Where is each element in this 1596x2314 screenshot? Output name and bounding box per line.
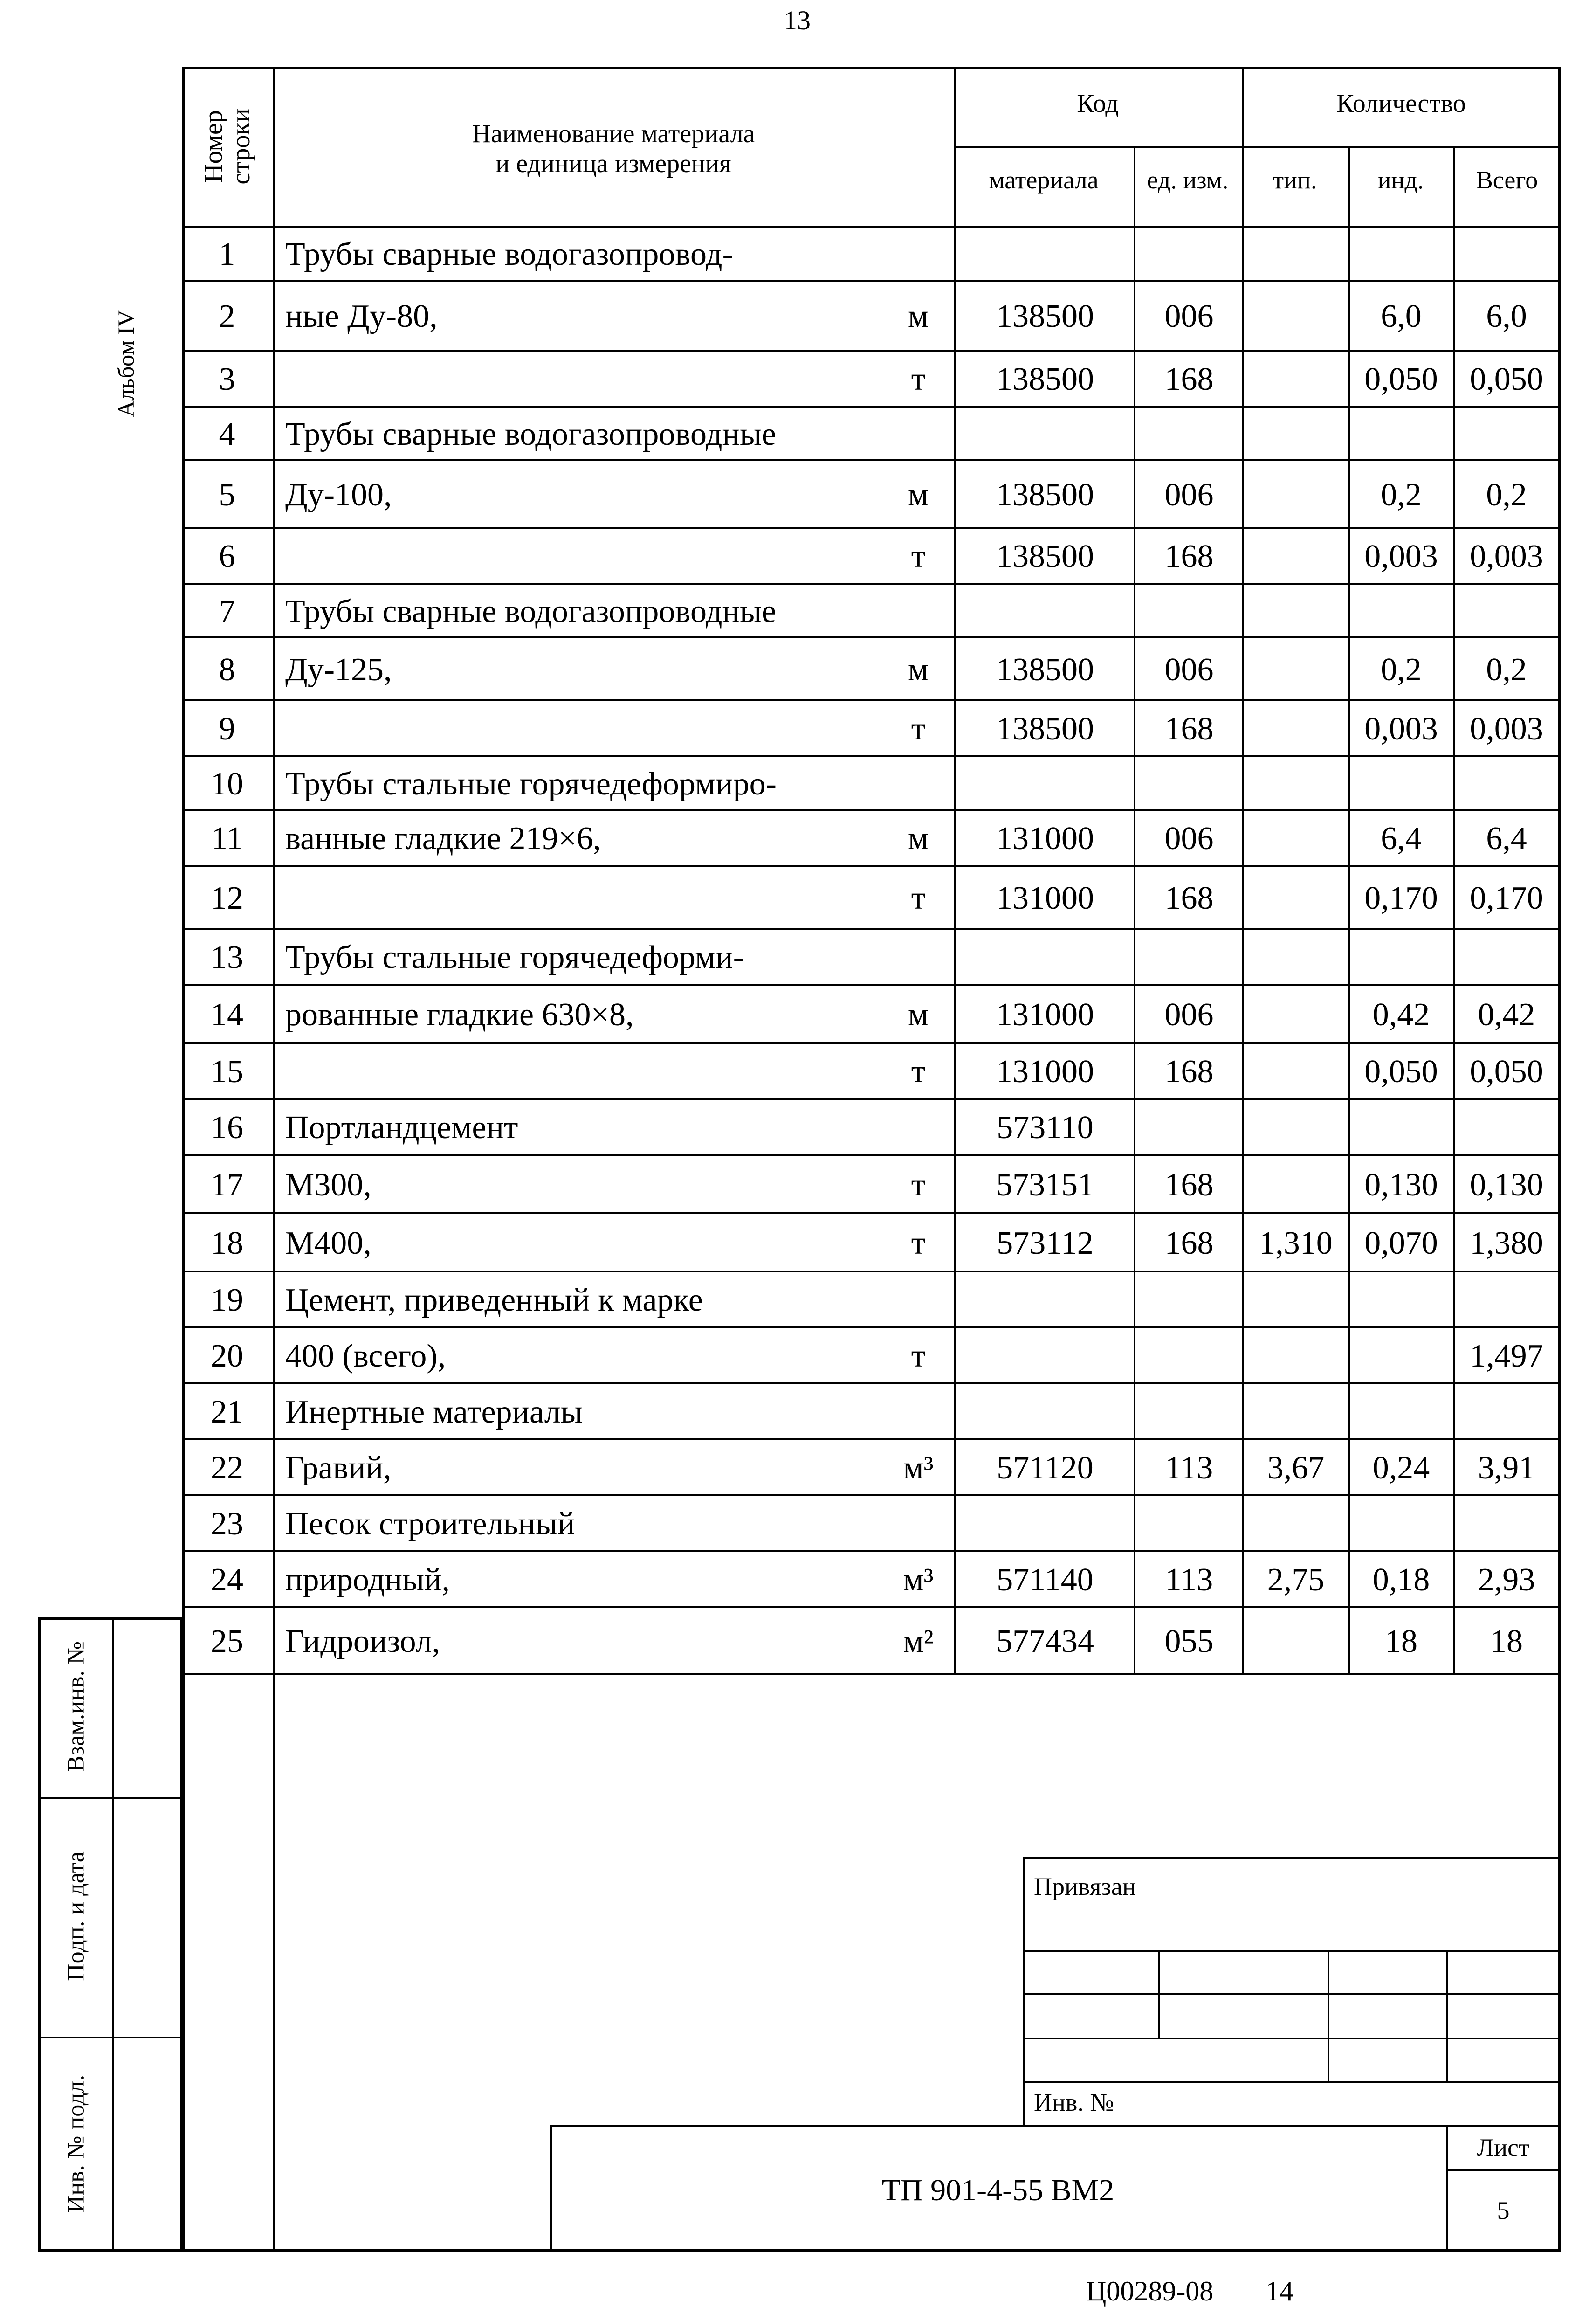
cell-ed: 168	[1164, 711, 1214, 747]
cell-ed: 055	[1164, 1623, 1214, 1659]
album-label: Альбом IV	[113, 310, 139, 418]
row-divider	[182, 1494, 1561, 1496]
cell-ed: 168	[1164, 880, 1214, 916]
cell-unit: т	[911, 361, 926, 397]
header-qty-total: Всего	[1476, 166, 1538, 194]
cell-total: 0,2	[1486, 477, 1527, 513]
cell-n: 3	[219, 361, 235, 397]
cell-code: 573151	[996, 1167, 1094, 1203]
stamp-v-2	[1328, 1950, 1329, 2081]
cell-ind: 18	[1385, 1623, 1417, 1659]
row-divider	[182, 583, 1561, 585]
row-divider	[182, 406, 1561, 408]
cell-code: 573110	[997, 1110, 1094, 1146]
cell-ed: 113	[1165, 1562, 1213, 1598]
cell-code: 138500	[996, 298, 1094, 334]
cell-ind: 0,130	[1364, 1167, 1438, 1203]
footer-code: Ц00289-08	[1086, 2276, 1214, 2307]
cell-ind: 0,2	[1381, 477, 1422, 513]
cell-unit: м	[908, 651, 929, 688]
cell-n: 17	[211, 1167, 243, 1203]
row-divider	[182, 1673, 1561, 1675]
cell-unit: т	[911, 711, 926, 747]
cell-ind: 0,050	[1364, 361, 1438, 397]
side-stamp-divider	[112, 1617, 114, 2252]
cell-total: 6,0	[1486, 298, 1527, 334]
cell-n: 15	[211, 1054, 243, 1090]
cell-code: 131000	[996, 996, 1094, 1033]
col-line-1	[273, 67, 275, 2252]
row-divider	[182, 1042, 1561, 1044]
cell-name: природный,	[285, 1562, 450, 1598]
cell-n: 18	[211, 1225, 243, 1261]
header-row-number: Номер строки	[199, 108, 255, 185]
cell-name: Трубы сварные водогазопроводные	[285, 593, 777, 629]
cell-code: 571120	[997, 1450, 1094, 1486]
header-bottom-line	[182, 226, 1561, 228]
row-divider	[182, 1382, 1561, 1384]
cell-code: 573112	[997, 1225, 1094, 1261]
cell-ind: 0,170	[1364, 880, 1438, 916]
cell-ind: 0,42	[1372, 996, 1430, 1033]
cell-n: 23	[211, 1506, 243, 1542]
cell-total: 0,2	[1486, 651, 1527, 688]
cell-total: 6,4	[1486, 821, 1527, 857]
row-divider	[182, 280, 1561, 282]
row-divider	[182, 1550, 1561, 1552]
cell-unit: м	[908, 821, 929, 857]
stamp-inv-no: Инв. №	[1034, 2088, 1114, 2116]
cell-n: 11	[211, 821, 243, 857]
cell-unit: м	[908, 298, 929, 334]
sheet-label: Лист	[1477, 2134, 1530, 2162]
cell-name: Цемент, приведенный к марке	[285, 1282, 703, 1318]
cell-total: 0,42	[1478, 996, 1535, 1033]
side-stamp-line-2	[38, 2037, 183, 2038]
header-qty-tip: тип.	[1273, 166, 1317, 194]
cell-name: Ду-125,	[285, 651, 392, 688]
cell-name: Трубы сварные водогазопровод-	[285, 236, 733, 272]
cell-ind: 6,4	[1381, 821, 1422, 857]
stamp-line-4	[1023, 2081, 1561, 2083]
cell-ed: 006	[1164, 996, 1214, 1033]
row-divider	[182, 636, 1561, 638]
cell-total: 0,050	[1470, 1054, 1543, 1090]
cell-total: 0,170	[1470, 880, 1543, 916]
cell-total: 0,130	[1470, 1167, 1543, 1203]
cell-n: 19	[211, 1282, 243, 1318]
row-divider	[182, 459, 1561, 461]
cell-tip: 2,75	[1267, 1562, 1325, 1598]
cell-name: рованные гладкие 630×8,	[285, 996, 634, 1033]
cell-total: 0,003	[1470, 711, 1543, 747]
cell-ind: 6,0	[1381, 298, 1422, 334]
cell-n: 2	[219, 298, 235, 334]
side-label-vzam: Взам.инв. №	[62, 1641, 89, 1772]
stamp-v-1	[1158, 1950, 1160, 2038]
cell-tip: 3,67	[1267, 1450, 1325, 1486]
cell-code: 138500	[996, 651, 1094, 688]
cell-ind: 0,2	[1381, 651, 1422, 688]
row-divider	[182, 865, 1561, 867]
cell-n: 13	[211, 939, 243, 975]
sheet-number: 5	[1497, 2197, 1510, 2224]
cell-ed: 168	[1164, 1054, 1214, 1090]
cell-ed: 113	[1165, 1450, 1213, 1486]
stamp-main-top	[550, 2125, 1561, 2127]
cell-code: 577434	[996, 1623, 1094, 1659]
cell-ed: 168	[1164, 361, 1214, 397]
row-divider	[182, 1098, 1561, 1100]
cell-n: 22	[211, 1450, 243, 1486]
row-divider	[182, 350, 1561, 352]
cell-ed: 006	[1164, 651, 1214, 688]
row-divider	[182, 699, 1561, 701]
cell-unit: м³	[903, 1562, 934, 1598]
cell-ind: 0,18	[1372, 1562, 1430, 1598]
cell-n: 16	[211, 1110, 243, 1146]
cell-n: 20	[211, 1338, 243, 1374]
cell-n: 7	[219, 593, 235, 629]
cell-name: Трубы стальные горячедеформиро-	[285, 766, 777, 802]
cell-code: 138500	[996, 361, 1094, 397]
row-divider	[182, 1438, 1561, 1440]
cell-n: 10	[211, 766, 243, 802]
cell-name: Трубы стальные горячедеформи-	[285, 939, 744, 975]
side-stamp-line-1	[38, 1797, 183, 1799]
side-stamp	[38, 1617, 183, 2252]
row-divider	[182, 755, 1561, 757]
cell-name: Трубы сварные водогазопроводные	[285, 416, 777, 452]
cell-name: 400 (всего),	[285, 1338, 446, 1374]
page-number: 13	[784, 5, 811, 35]
cell-ed: 168	[1164, 1225, 1214, 1261]
cell-n: 14	[211, 996, 243, 1033]
cell-n: 8	[219, 651, 235, 688]
stamp-line-2	[1023, 1993, 1561, 1995]
cell-name: Гидроизол,	[285, 1623, 440, 1659]
stamp-privyazan: Привязан	[1034, 1872, 1136, 1900]
stamp-top-line	[1023, 1857, 1561, 1859]
cell-ind: 0,003	[1364, 539, 1438, 574]
cell-unit: м³	[903, 1450, 934, 1486]
row-divider	[182, 1271, 1561, 1272]
cell-code: 138500	[996, 539, 1094, 574]
cell-ind: 0,070	[1364, 1225, 1438, 1261]
row-divider	[182, 928, 1561, 930]
cell-name: Ду-100,	[285, 477, 392, 513]
cell-n: 6	[219, 539, 235, 574]
cell-total: 0,003	[1470, 539, 1543, 574]
cell-unit: т	[911, 1054, 926, 1090]
cell-unit: т	[911, 1338, 926, 1374]
cell-code: 138500	[996, 477, 1094, 513]
cell-n: 25	[211, 1623, 243, 1659]
cell-total: 3,91	[1478, 1450, 1535, 1486]
cell-n: 9	[219, 711, 235, 747]
cell-code: 138500	[996, 711, 1094, 747]
cell-unit: м	[908, 996, 929, 1033]
cell-n: 4	[219, 416, 235, 452]
stamp-sheet-mid	[1446, 2169, 1561, 2171]
cell-name: ванные гладкие 219×6,	[285, 821, 601, 857]
cell-ind: 0,003	[1364, 711, 1438, 747]
stamp-line-1	[1023, 1950, 1561, 1952]
side-label-podp: Подп. и дата	[62, 1851, 89, 1981]
cell-ed: 006	[1164, 477, 1214, 513]
cell-code: 131000	[996, 821, 1094, 857]
cell-name: М400,	[285, 1225, 371, 1261]
cell-name: Инертные материалы	[285, 1394, 583, 1430]
cell-n: 12	[211, 880, 243, 916]
cell-name: Песок строительный	[285, 1506, 575, 1542]
cell-unit: т	[911, 539, 926, 574]
cell-ed: 006	[1164, 821, 1214, 857]
cell-total: 2,93	[1478, 1562, 1535, 1598]
cell-total: 1,497	[1470, 1338, 1543, 1374]
cell-ind: 0,24	[1372, 1450, 1430, 1486]
col-line-2	[954, 67, 956, 1673]
cell-code: 131000	[996, 1054, 1094, 1090]
cell-ed: 168	[1164, 1167, 1214, 1203]
cell-unit: т	[911, 1225, 926, 1261]
header-code-unit: ед. изм.	[1147, 166, 1229, 194]
cell-total: 0,050	[1470, 361, 1543, 397]
cell-name: Портландцемент	[285, 1110, 518, 1146]
cell-total: 1,380	[1470, 1225, 1543, 1261]
cell-tip: 1,310	[1259, 1225, 1333, 1261]
cell-unit: т	[911, 1167, 926, 1203]
side-label-inv: Инв. № подл.	[62, 2074, 89, 2213]
cell-total: 18	[1490, 1623, 1523, 1659]
stamp-line-3	[1023, 2038, 1561, 2039]
cell-code: 131000	[996, 880, 1094, 916]
cell-unit: м²	[903, 1623, 934, 1659]
cell-n: 5	[219, 477, 235, 513]
cell-ed: 168	[1164, 539, 1214, 574]
header-code-material: материала	[989, 166, 1099, 194]
row-divider	[182, 1606, 1561, 1608]
cell-ed: 006	[1164, 298, 1214, 334]
cell-code: 571140	[997, 1562, 1094, 1598]
row-divider	[182, 527, 1561, 529]
footer-page: 14	[1266, 2276, 1293, 2307]
header-quantity: Количество	[1336, 89, 1466, 118]
cell-n: 21	[211, 1394, 243, 1430]
header-mid-line	[954, 146, 1561, 148]
stamp-v-3	[1446, 1950, 1448, 2081]
header-code: Код	[1077, 89, 1119, 118]
header-name: Наименование материала и единица измерения	[472, 119, 755, 179]
row-divider	[182, 1326, 1561, 1328]
row-divider	[182, 809, 1561, 811]
row-divider	[182, 1154, 1561, 1156]
cell-name: ные Ду-80,	[285, 298, 438, 334]
header-qty-ind: инд.	[1377, 166, 1424, 194]
row-divider	[182, 984, 1561, 986]
row-divider	[182, 1212, 1561, 1214]
stamp-left-line	[1023, 1857, 1025, 2125]
cell-name: Гравий,	[285, 1450, 392, 1486]
cell-ind: 0,050	[1364, 1054, 1438, 1090]
cell-n: 1	[219, 236, 235, 272]
document-designation: ТП 901-4-55 ВМ2	[881, 2173, 1114, 2207]
cell-unit: м	[908, 477, 929, 513]
cell-unit: т	[911, 880, 926, 916]
cell-n: 24	[211, 1562, 243, 1598]
cell-name: М300,	[285, 1167, 371, 1203]
